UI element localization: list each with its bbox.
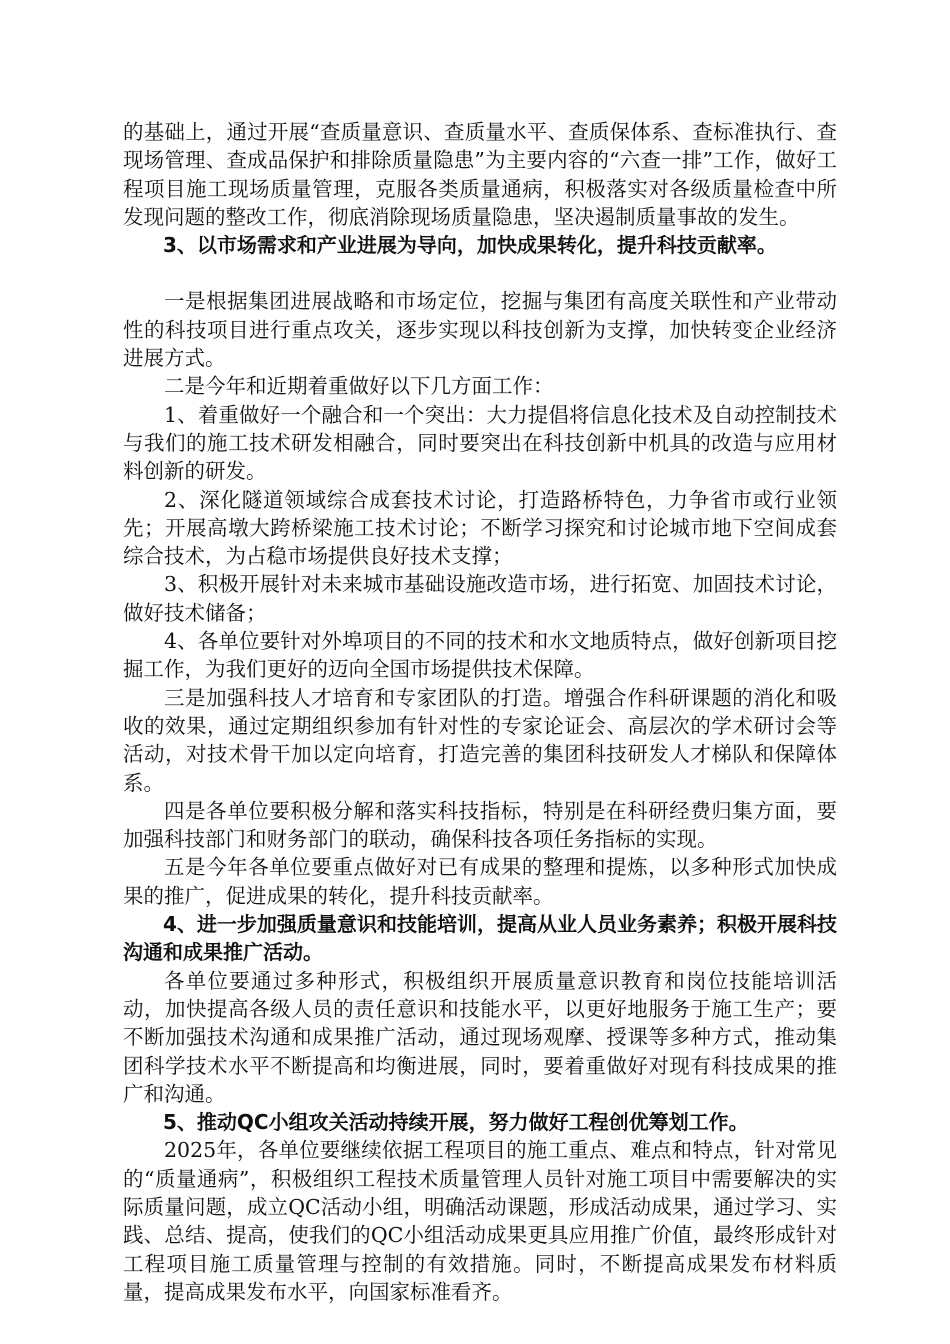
paragraph-subitem-1: 1、着重做好一个融合和一个突出：大力提倡将信息化技术及自动控制技术与我们的施工技术研发相融合，同时要突出在科技创新中机具的改造与应用材料创新的研发。 (123, 402, 837, 484)
paragraph-item-3: 三是加强科技人才培育和专家团队的打造。增强合作科研课题的消化和吸收的效果，通过定期组织参加有针对性的专家论证会、高层次的学术研讨会等活动，对技术骨干加以定向培育，打造完善的集团科技研发人才梯队和保障体系。 (123, 685, 837, 795)
paragraph-subitem-4: 4、各单位要针对外埠项目的不同的技术和水文地质特点，做好创新项目挖掘工作，为我们更好的迈向全国市场提供技术保障。 (123, 629, 837, 682)
document-body (123, 118, 837, 1306)
section-heading-4: 4、进一步加强质量意识和技能培训，提高从业人员业务素养；积极开展科技沟通和成果推广活动。 (123, 912, 837, 965)
paragraph-item-2: 二是今年和近期着重做好以下几方面工作： (164, 374, 554, 399)
section-heading-5: 5、推动QC小组攻关活动持续开展，努力做好工程创优筹划工作。 (163, 1110, 749, 1135)
paragraph-qc: 2025年，各单位要继续依据工程项目的施工重点、难点和特点，针对常见的“质量通病”，积极组织工程技术质量管理人员针对施工项目中需要解决的实际质量问题，成立QC活动小组，明确活动课题，形成活动成果，通过学习、实践、总结、提高，使我们的QC小组活动成果更具应用推广价值，最终形成针对工程项目施工质量管理与控制的有效措施。同时，不断提高成果发布材料质量，提高成果发布水平，向国家标准看齐。 (123, 1138, 837, 1304)
paragraph-subitem-2: 2、深化隧道领域综合成套技术讨论，打造路桥特色，力争省市或行业领先；开展高墩大跨桥梁施工技术讨论；不断学习探究和讨论城市地下空间成套综合技术，为占稳市场提供良好技术支撑； (123, 487, 837, 569)
paragraph-training: 各单位要通过多种形式，积极组织开展质量意识教育和岗位技能培训活动，加快提高各级人员的责任意识和技能水平，以更好地服务于施工生产；要不断加强技术沟通和成果推广活动，通过现场观摩、授课等多种方式，推动集团科学技术水平不断提高和均衡进展，同时，要着重做好对现有科技成果的推广和沟通。 (123, 968, 837, 1106)
paragraph-item-5: 五是今年各单位要重点做好对已有成果的整理和提炼，以多种形式加快成果的推广，促进成果的转化，提升科技贡献率。 (123, 855, 837, 908)
paragraph-item-4: 四是各单位要积极分解和落实科技指标，特别是在科研经费归集方面，要加强科技部门和财务部门的联动，确保科技各项任务指标的实现。 (123, 798, 837, 852)
section-heading-3: 3、以市场需求和产业进展为导向，加快成果转化，提升科技贡献率。 (163, 233, 777, 258)
paragraph-subitem-3: 3、积极开展针对未来城市基础设施改造市场，进行拓宽、加固技术讨论，做好技术储备； (123, 572, 837, 625)
paragraph-item-1: 一是根据集团进展战略和市场定位，挖掘与集团有高度关联性和产业带动性的科技项目进行重点攻关，逐步实现以科技创新为支撑，加快转变企业经济进展方式。 (123, 289, 837, 371)
paragraph-continuation: 的基础上，通过开展“查质量意识、查质量水平、查质保体系、查标准执行、查现场管理、查成品保护和排除质量隐患”为主要内容的“六查一排”工作，做好工程项目施工现场质量管理，克服各类质量通病，积极落实对各级质量检查中所发现问题的整改工作，彻底消除现场质量隐患，坚决遏制质量事故的发生。 (123, 120, 837, 229)
